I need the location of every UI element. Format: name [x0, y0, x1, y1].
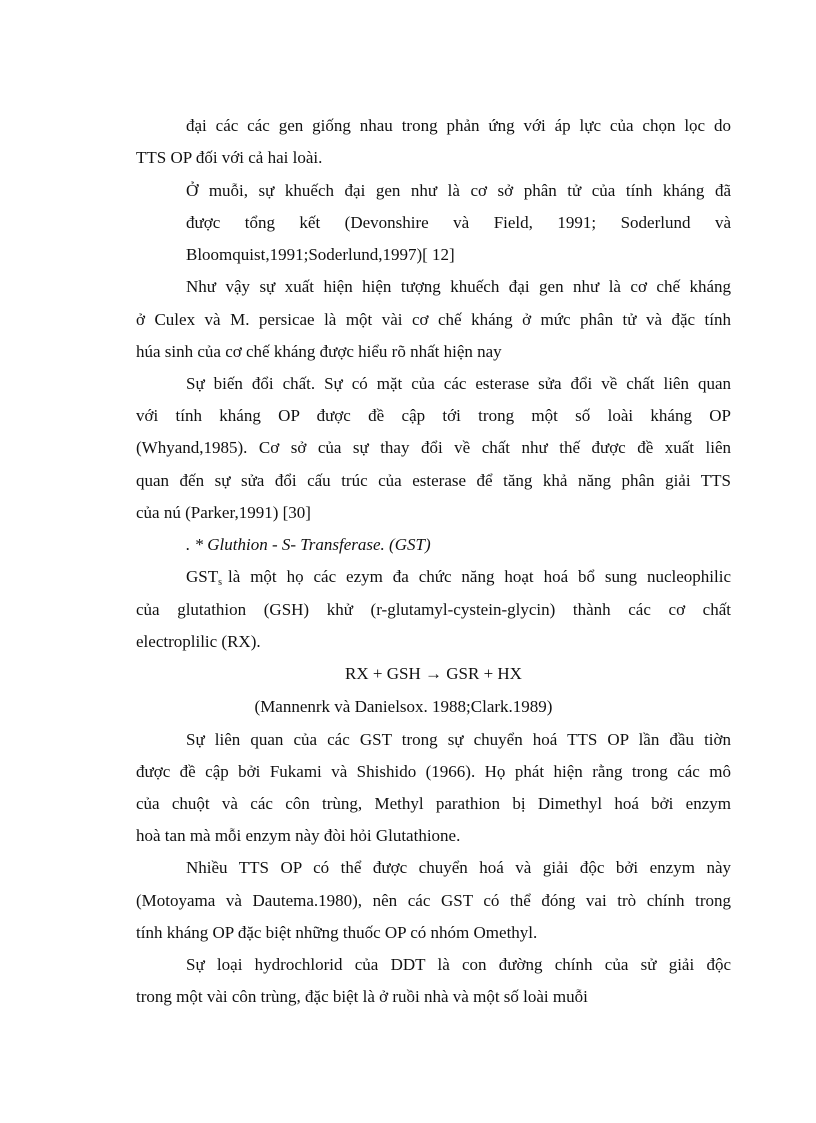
text-line: [186, 567, 731, 593]
text-line: Như vậy sự xuất hiện hiện tượng khuếch đại gen như là cơ chế kháng: [186, 277, 731, 296]
text-line: Sự loại hydrochlorid của DDT là con đường chính của sử giải độc: [186, 955, 731, 974]
citation: (Mannenrk và Danielsox. 1988;Clark.1989): [254, 697, 553, 716]
text-line: đại các các gen giống nhau trong phản ứng với áp lực của chọn lọc do: [186, 116, 731, 135]
text-line: được tổng kết (Devonshire và Field, 1991; Soderlund và: [186, 213, 731, 232]
text-line: hoà tan mà mỗi enzym này đòi hỏi Glutathione.: [136, 826, 461, 845]
text-line: của glutathion (GSH) khử (r-glutamyl-cystein-glycin) thành các cơ chất: [136, 600, 731, 619]
text-line: với tính kháng OP được đề cập tới trong một số loài kháng OP: [136, 406, 731, 425]
text-line: (Whyand,1985). Cơ sở của sự thay đổi về chất như thế được đề xuất liên: [136, 438, 731, 457]
text-line: được đề cập bởi Fukami và Shishido (1966). Họ phát hiện rằng trong các mô: [136, 762, 731, 781]
text-line: TTS OP đối với cả hai loài.: [136, 148, 323, 167]
text-line: Sự liên quan của các GST trong sự chuyển hoá TTS OP lần đầu tiờn: [186, 730, 731, 749]
section-heading: . * Gluthion - S- Transferase. (GST): [186, 535, 431, 554]
text-line: Ở muỗi, sự khuếch đại gen như là cơ sở phân tử của tính kháng đã: [186, 181, 731, 200]
text-line-rest: là một họ các ezym đa chức năng hoạt hoá bổ sung nucleophilic: [228, 567, 731, 586]
text-line: Bloomquist,1991;Soderlund,1997)[ 12]: [186, 245, 455, 264]
text-line: ở Culex và M. persicae là một vài cơ chế kháng ở mức phân tử và đặc tính: [136, 310, 731, 329]
gst-term: $GST_s$: [186, 567, 223, 588]
text-line: Sự biến đổi chất. Sự có mặt của các esterase sửa đổi về chất liên quan: [186, 374, 731, 393]
text-line: tính kháng OP đặc biệt những thuốc OP có nhóm Omethyl.: [136, 923, 538, 942]
text-line: húa sinh của cơ chế kháng được hiểu rõ nhất hiện nay: [136, 342, 502, 361]
text-line: trong một vài côn trùng, đặc biệt là ở ruồi nhà và một số loài muỗi: [136, 987, 588, 1006]
equation: RX + GSH → GSR + HX: [345, 664, 522, 683]
text-line: electroplilic (RX).: [136, 632, 261, 651]
text-line: của chuột và các côn trùng, Methyl parathion bị Dimethyl hoá bởi enzym: [136, 794, 731, 813]
text-line: của nú (Parker,1991) [30]: [136, 503, 311, 522]
text-line: (Motoyama và Dautema.1980), nên các GST có thể đóng vai trò chính trong: [136, 891, 731, 910]
text-line: quan đến sự sửa đổi cấu trúc của esterase để tăng khả năng phân giải TTS: [136, 471, 731, 490]
text-line: Nhiều TTS OP có thể được chuyển hoá và giải độc bởi enzym này: [186, 858, 731, 877]
